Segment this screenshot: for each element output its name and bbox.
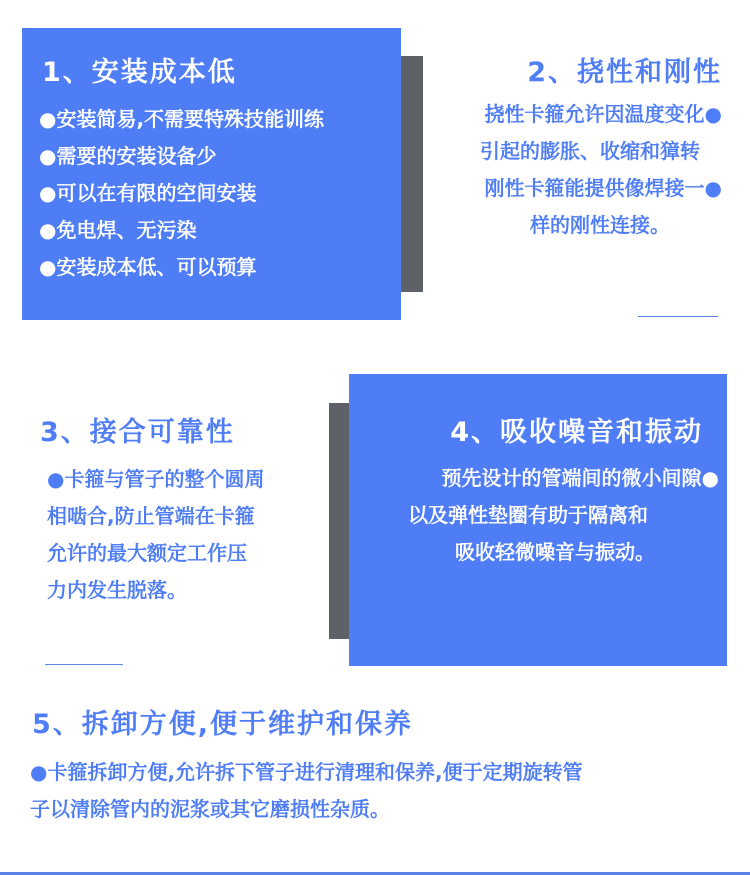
section-3-text bbox=[47, 461, 264, 609]
section-3-underline bbox=[45, 664, 123, 665]
section-4-text bbox=[359, 460, 719, 571]
section-3-line: 力内发生脱落。 bbox=[47, 578, 187, 602]
section-4-line: 吸收轻微噪音与振动。 bbox=[455, 540, 655, 564]
section-2-line: 刚性卡箍能提供像焊接一● bbox=[484, 176, 722, 200]
section-1-item: ●可以在有限的空间安装 bbox=[39, 181, 257, 205]
section-4-line: 以及弹性垫圈有助于隔离和 bbox=[408, 503, 648, 527]
section-1-panel bbox=[22, 28, 401, 320]
section-5-text bbox=[30, 754, 583, 828]
section-3-line: ●卡箍与管子的整个圆周 bbox=[47, 467, 265, 491]
section-2-title: 2、挠性和刚性 bbox=[527, 57, 722, 88]
section-5-title: 5、拆卸方便,便于维护和保养 bbox=[32, 709, 414, 740]
section-4-title: 4、吸收噪音和振动 bbox=[450, 417, 703, 448]
section-2-underline bbox=[638, 316, 718, 317]
section-4-shadow-bar bbox=[329, 403, 349, 639]
section-3-title: 3、接合可靠性 bbox=[40, 417, 235, 448]
section-2-line: 引起的膨胀、收缩和獐转 bbox=[480, 139, 700, 163]
section-1-item: ●免电焊、无污染 bbox=[39, 218, 197, 242]
section-1-list bbox=[39, 101, 324, 286]
section-1-item: ●安装简易,不需要特殊技能训练 bbox=[39, 107, 325, 131]
section-2-line: 样的刚性连接。 bbox=[530, 213, 670, 237]
section-1-item: ●安装成本低、可以预算 bbox=[39, 255, 257, 279]
section-2-line: 挠性卡箍允许因温度变化● bbox=[484, 102, 722, 126]
section-1-item: ●需要的安装设备少 bbox=[39, 144, 217, 168]
section-5-line: 子以清除管内的泥浆或其它磨损性杂质。 bbox=[30, 797, 390, 821]
section-1-title: 1、安装成本低 bbox=[42, 57, 237, 88]
section-4-line: 预先设计的管端间的微小间隙● bbox=[441, 466, 719, 490]
section-3-line: 允许的最大额定工作压 bbox=[47, 541, 247, 565]
section-5-line: ●卡箍拆卸方便,允许拆下管子进行清理和保养,便于定期旋转管 bbox=[30, 760, 583, 784]
section-3-line: 相啮合,防止管端在卡箍 bbox=[47, 504, 255, 528]
section-2-text bbox=[412, 96, 722, 244]
section-4-panel bbox=[349, 374, 727, 666]
